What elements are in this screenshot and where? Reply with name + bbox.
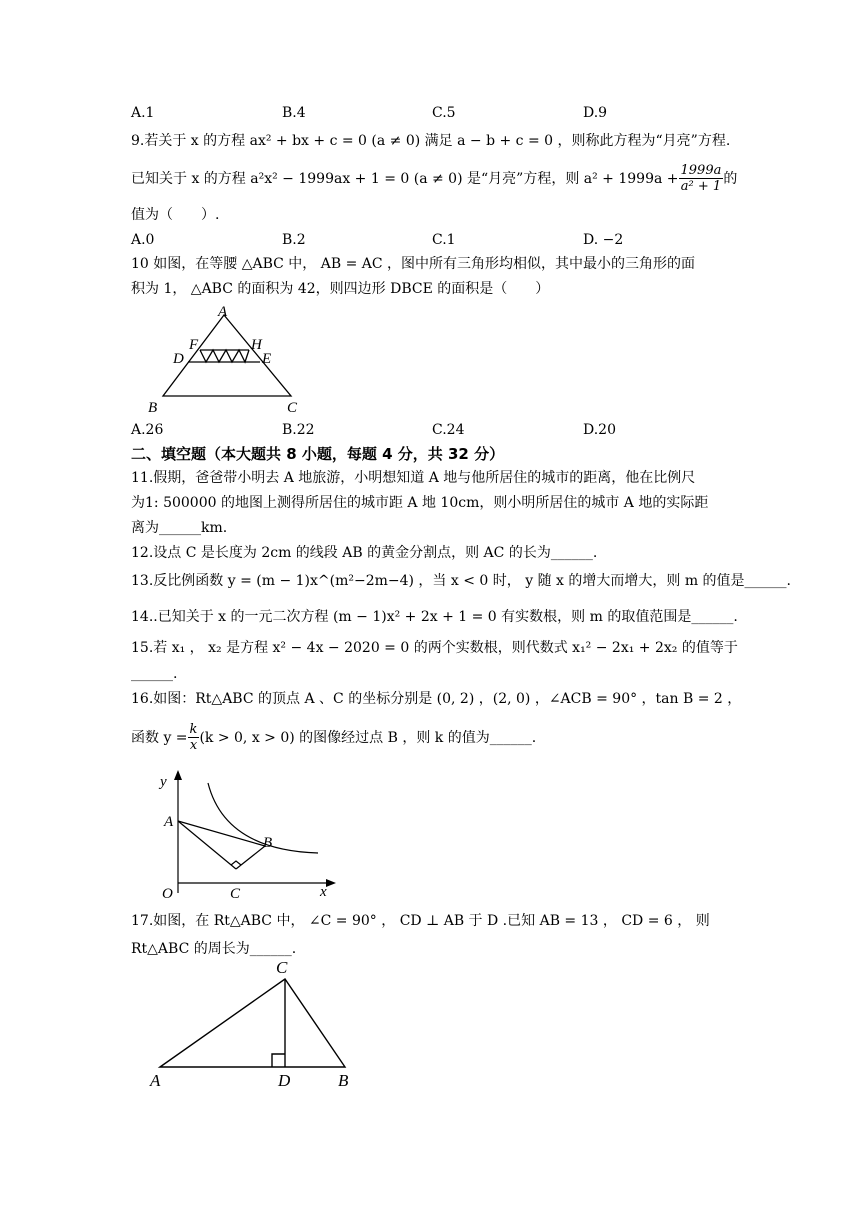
q8-option-b: B.4	[282, 105, 306, 121]
q9-line2-text: 已知关于 x 的方程 a²x² − 1999ax + 1 = 0 (a ≠ 0) 是“月亮”方程，则 a² + 1999a +	[131, 170, 679, 187]
q16-frac-numerator: k	[189, 722, 198, 737]
q9-frac-numerator: 1999a	[680, 163, 722, 178]
q16-line1: 16.如图：Rt△ABC 的顶点 A 、C 的坐标分别是 (0, 2) ，(2, 0) ，∠ACB = 90° ，tan B = 2 ，	[131, 691, 742, 707]
q9-frac-denominator: a² + 1	[680, 179, 722, 194]
q10-label-e: E	[262, 351, 272, 367]
q9-line1: 9.若关于 x 的方程 ax² + bx + c = 0 (a ≠ 0) 满足 a − b + c = 0 ，则称此方程为“月亮”方程.	[131, 133, 731, 149]
q17-line1: 17.如图，在 Rt△ABC 中， ∠C = 90° ， CD ⊥ AB 于 D .已知 AB = 13 ， CD = 6 ， 则	[131, 913, 710, 929]
q9-line3: 值为（ ）.	[131, 207, 220, 223]
q9-option-b: B.2	[282, 232, 306, 248]
q16-label-a: A	[164, 814, 174, 830]
q10-figure	[140, 300, 310, 416]
q17-label-d: D	[278, 1071, 291, 1090]
q16-frac-denominator: x	[189, 738, 198, 753]
q10-label-b: B	[148, 400, 158, 416]
q16-segment-ab	[178, 821, 265, 846]
q9-line2-tail: 的	[723, 170, 738, 187]
q17-right-angle-mark	[272, 1054, 285, 1067]
q11-line3: 离为______km.	[131, 520, 228, 536]
q9-fraction	[679, 163, 724, 194]
q17-label-a: A	[150, 1071, 161, 1090]
q17-label-b: B	[338, 1071, 349, 1090]
q15-line1: 15.若 x₁ ， x₂ 是方程 x² − 4x − 2020 = 0 的两个实数根，则代数式 x₁² − 2x₁ + 2x₂ 的值等于	[131, 640, 738, 656]
q17-line2: Rt△ABC 的周长为______.	[131, 941, 297, 957]
section-heading: 二、填空题（本大题共 8 小题，每题 4 分，共 32 分）	[131, 445, 505, 463]
q16-right-angle-mark	[231, 861, 241, 865]
q16-label-b: B	[263, 835, 273, 851]
q11-line1: 11.假期，爸爸带小明去 A 地旅游，小明想知道 A 地与他所居住的城市的距离，他在比例尺	[131, 470, 696, 486]
q10-label-d: D	[173, 351, 184, 367]
q14-line: 14..已知关于 x 的一元二次方程 (m − 1)x² + 2x + 1 = 0 有实数根，则 m 的取值范围是______.	[131, 609, 738, 625]
q10-zigzag	[200, 350, 249, 362]
q10-option-d: D.20	[583, 422, 616, 438]
q16-label-c: C	[230, 886, 241, 902]
q15-line2: ______.	[131, 666, 178, 682]
q16-y-arrow-icon	[174, 770, 182, 780]
q16-label-y: y	[160, 774, 167, 790]
q8-option-a: A.1	[131, 105, 155, 121]
q9-line2	[131, 163, 737, 194]
q16-x-arrow-icon	[326, 879, 336, 887]
q13-line: 13.反比例函数 y = (m − 1)x^(m²−2m−4) ，当 x < 0 时， y 随 x 的增大而增大，则 m 的值是______.	[131, 573, 791, 589]
q10-option-a: A.26	[131, 422, 164, 438]
q8-option-c: C.5	[432, 105, 456, 121]
q10-label-c: C	[287, 400, 298, 416]
q9-option-a: A.0	[131, 232, 155, 248]
q16-fraction	[188, 722, 200, 753]
q10-option-b: B.22	[282, 422, 315, 438]
q9-option-c: C.1	[432, 232, 456, 248]
q9-option-d: D. −2	[583, 232, 624, 248]
q17-figure	[140, 955, 370, 1095]
q17-label-c: C	[276, 958, 288, 977]
q10-label-h: H	[251, 337, 262, 353]
q12-line: 12.设点 C 是长度为 2cm 的线段 AB 的黄金分割点，则 AC 的长为______.	[131, 545, 598, 561]
q10-label-f: F	[189, 337, 199, 353]
q11-line2: 为1: 500000 的地图上测得所居住的城市距 A 地 10cm，则小明所居住的城市 A 地的实际距	[131, 495, 709, 511]
q10-option-c: C.24	[432, 422, 465, 438]
q10-line2: 积为 1， △ABC 的面积为 42，则四边形 DBCE 的面积是（ ）	[131, 281, 550, 297]
q16-segment-ac	[178, 821, 236, 869]
q16-line2-text: 函数 y =	[131, 729, 188, 746]
q16-label-o: O	[162, 886, 173, 902]
q10-line1: 10 如图，在等腰 △ABC 中， AB = AC ，图中所有三角形均相似，其中最小的三角形的面	[131, 256, 696, 272]
q16-line2-tail: (k > 0, x > 0) 的图像经过点 B ，则 k 的值为______.	[199, 729, 537, 746]
q10-label-a: A	[218, 304, 228, 320]
q17-triangle-abc	[160, 979, 345, 1067]
q16-label-x: x	[320, 884, 327, 900]
q16-figure	[150, 768, 340, 903]
q8-option-d: D.9	[583, 105, 608, 121]
q16-segment-cb	[236, 846, 265, 869]
q16-line2	[131, 722, 536, 753]
